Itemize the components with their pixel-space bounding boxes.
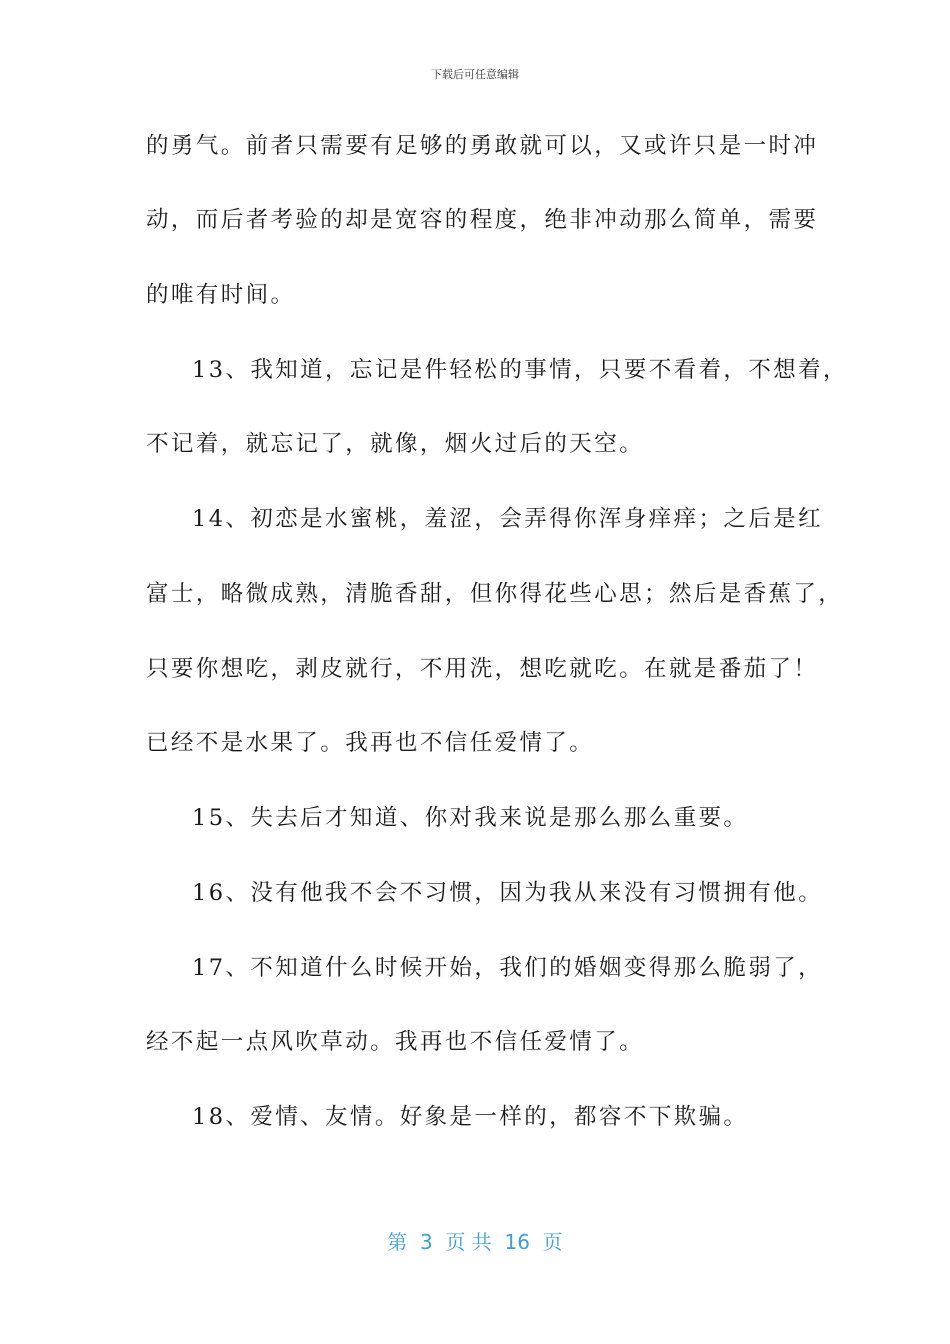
paragraph-line: 富士，略微成熟，清脆香甜，但你得花些心思；然后是香蕉了， xyxy=(146,581,844,607)
paragraph-line: 17、不知道什么时候开始，我们的婚姻变得那么脆弱了， xyxy=(192,955,824,981)
paragraph-line: 经不起一点风吹草动。我再也不信任爱情了。 xyxy=(146,1029,645,1055)
paragraph-line: 的勇气。前者只需要有足够的勇敢就可以，又或许只是一时冲 xyxy=(146,133,819,159)
paragraph-line: 的唯有时间。 xyxy=(146,282,296,308)
paragraph-line: 动，而后者考验的却是宽容的程度，绝非冲动那么简单，需要 xyxy=(146,207,819,233)
paragraph-line: 13、我知道，忘记是件轻松的事情，只要不看着，不想着， xyxy=(192,357,848,383)
paragraph-line: 15、失去后才知道、你对我来说是那么那么重要。 xyxy=(192,805,749,831)
paragraph-line: 18、爱情、友情。好象是一样的，都容不下欺骗。 xyxy=(192,1104,749,1130)
paragraph-line: 已经不是水果了。我再也不信任爱情了。 xyxy=(146,730,595,756)
page-header: 下载后可任意编辑 xyxy=(431,68,519,81)
page-number-footer: 第 3 页 共 16 页 xyxy=(387,1230,563,1254)
paragraph-line: 14、初恋是水蜜桃，羞涩，会弄得你浑身痒痒；之后是红 xyxy=(192,506,824,532)
paragraph-line: 只要你想吃，剥皮就行，不用洗，想吃就吃。在就是番茄了！ xyxy=(146,656,819,682)
paragraph-line: 不记着，就忘记了，就像，烟火过后的天空。 xyxy=(146,431,645,457)
paragraph-line: 16、没有他我不会不习惯，因为我从来没有习惯拥有他。 xyxy=(192,880,824,906)
